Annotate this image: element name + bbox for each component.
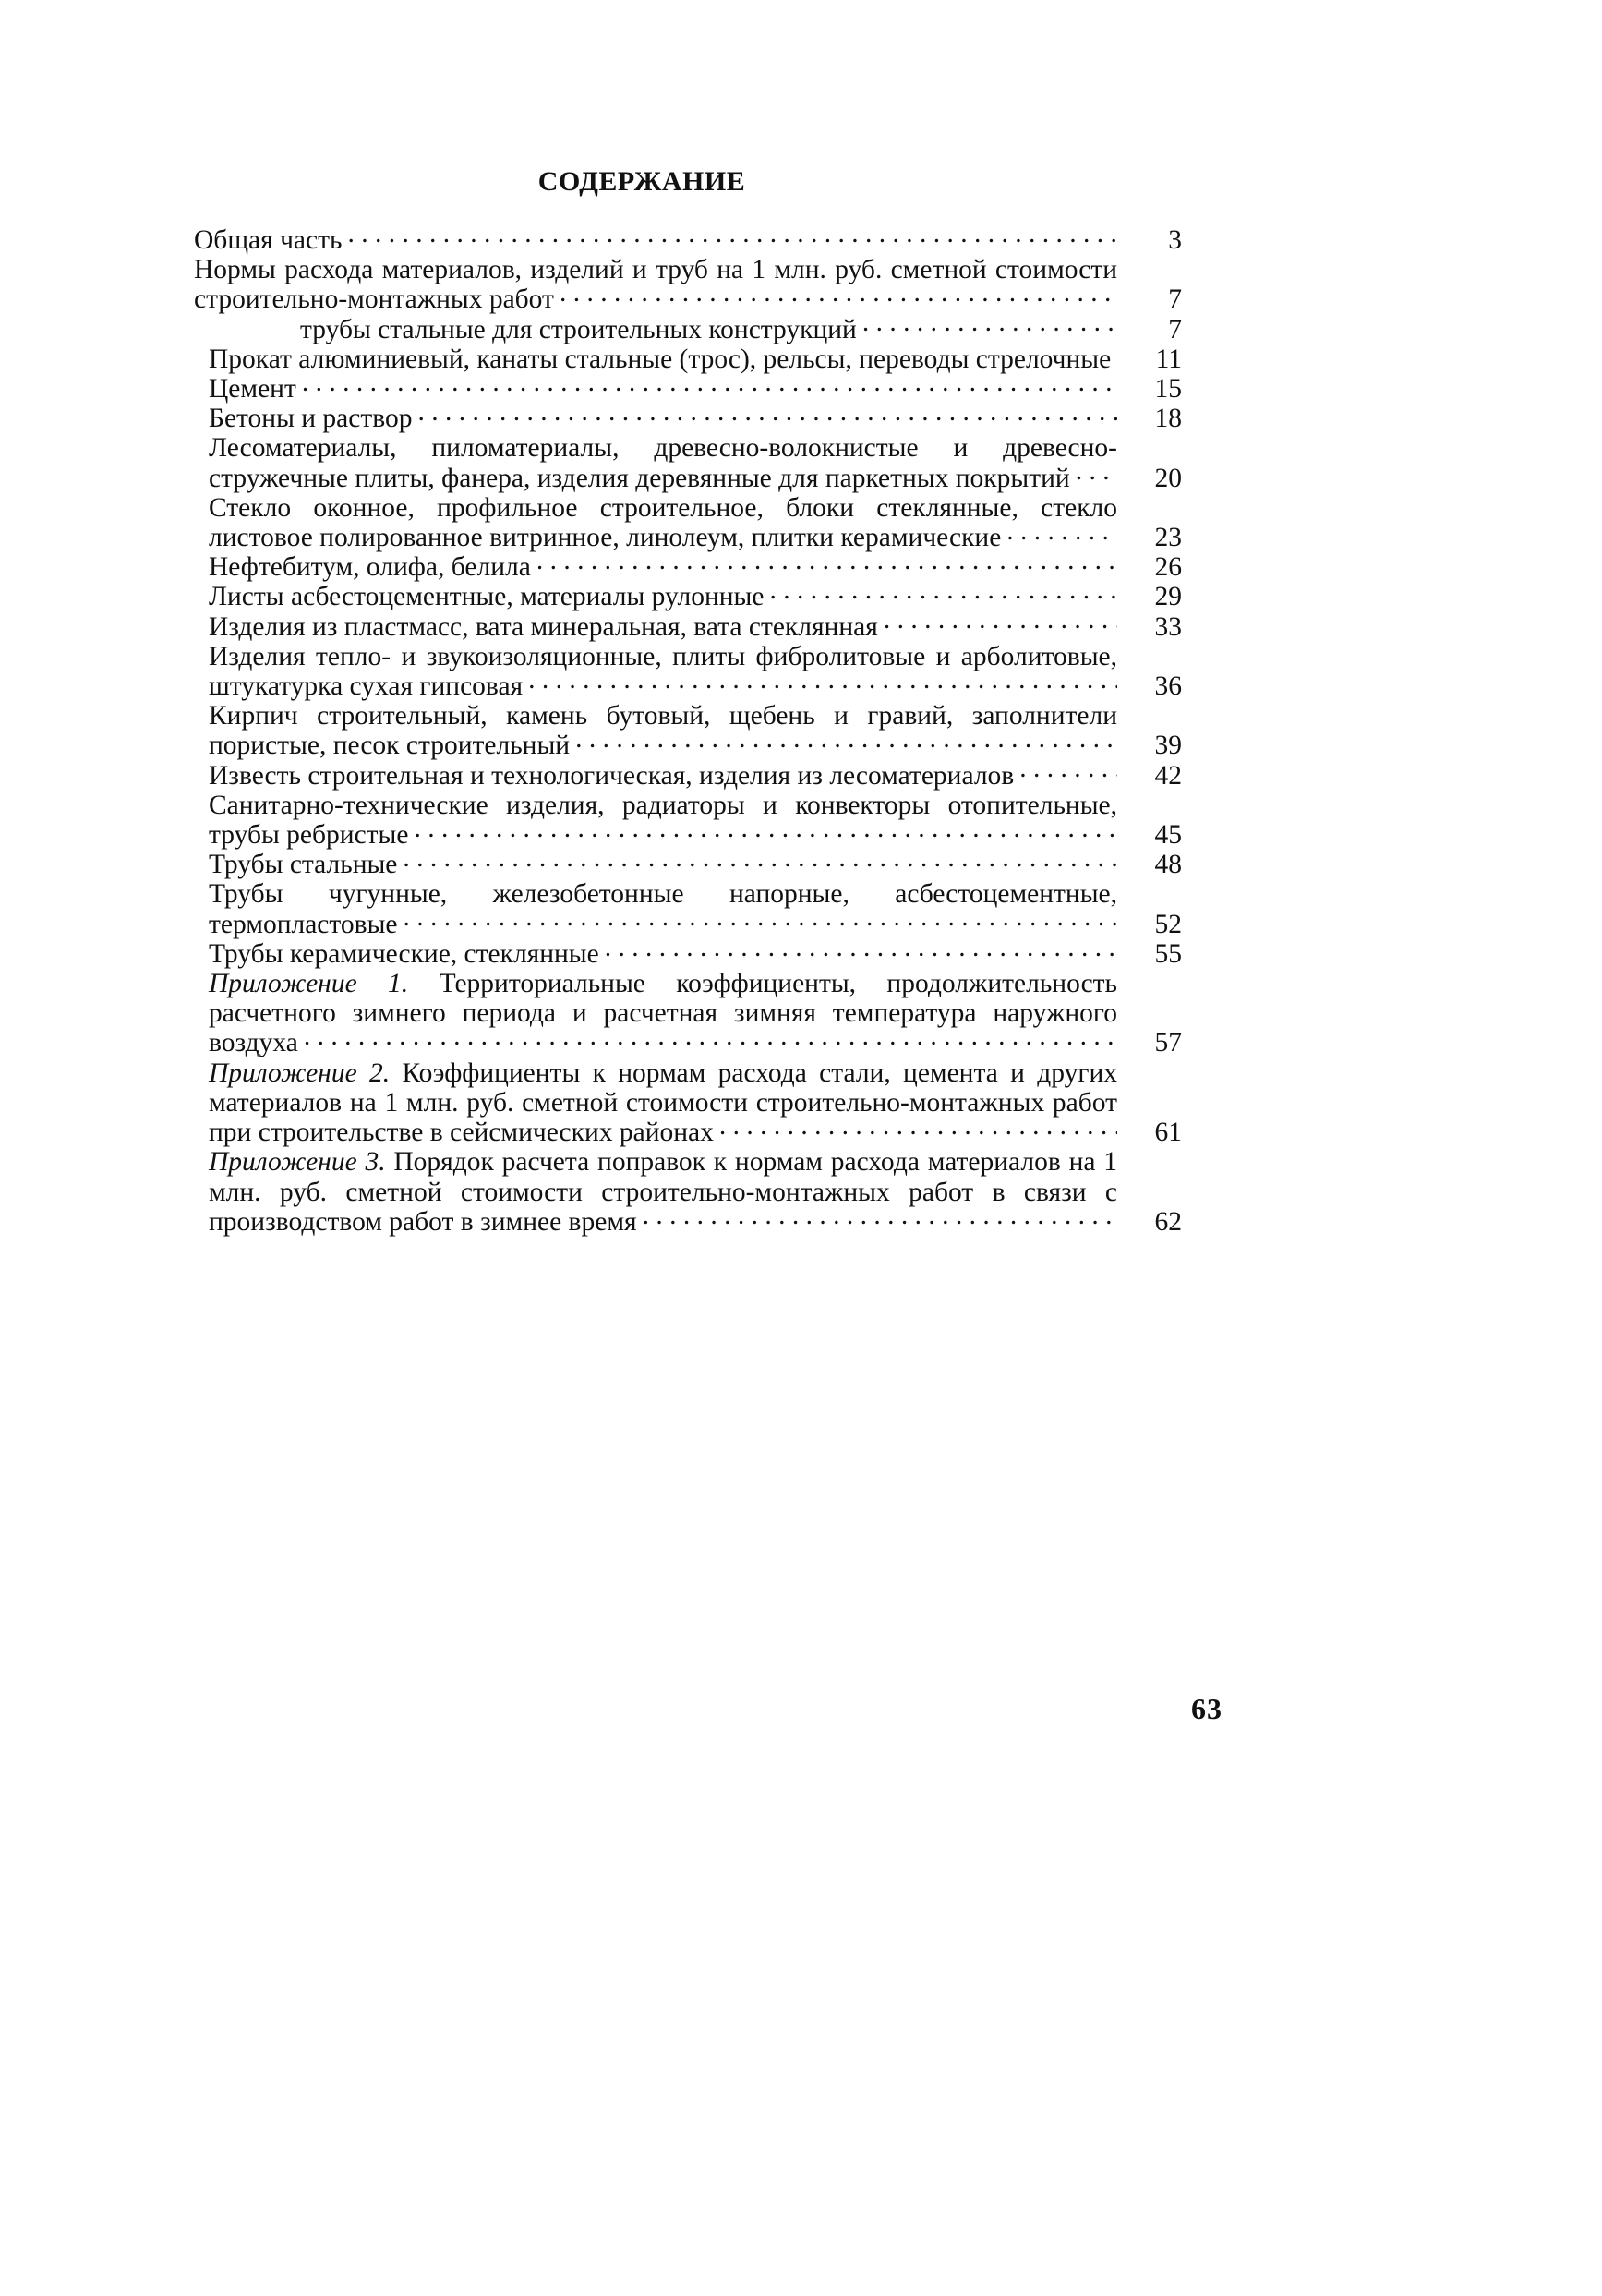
toc-entry-text — [194, 493, 1117, 552]
toc-entry-page: 52 — [1154, 909, 1182, 939]
toc-entry-text — [194, 761, 1117, 791]
toc-entry-title: Порядок расчета поправок к нормам расхода материалов на 1 млн. руб. сметной стоимости строительно-монтажных работ в связи с производством работ в зимнее время — [209, 1147, 1117, 1237]
toc-entry-title: Нормы расхода материалов, изделий и труб на 1 млн. руб. сметной стоимости строительно-монтажных работ — [194, 255, 1117, 315]
toc-entry-title: Цемент — [209, 374, 296, 405]
toc-entry — [194, 701, 1200, 760]
toc-entry — [194, 493, 1200, 552]
toc-entry-title: Известь строительная и технологическая, изделия из лесоматериалов — [209, 760, 1015, 791]
toc-entry-text — [194, 582, 1117, 611]
page-title: СОДЕРЖАНИЕ — [537, 166, 746, 197]
toc-entry-title: Трубы чугунные, железобетонные напорные, асбестоцементные, термопластовые — [209, 879, 1117, 939]
toc-entry-page: 62 — [1154, 1206, 1182, 1237]
toc-entry-title: Изделия тепло- и звукоизоляционные, плиты фибролитовые и арболитовые, штукатурка сухая гипсовая — [209, 641, 1117, 702]
toc-entry-page: 7 — [1168, 314, 1182, 344]
toc-entry-page: 57 — [1154, 1028, 1182, 1058]
toc-entry-page: 23 — [1154, 523, 1182, 553]
toc-entry — [194, 1058, 1200, 1148]
toc-entry-text — [194, 433, 1117, 492]
toc-entry-text — [194, 612, 1117, 642]
toc-entry — [194, 850, 1200, 879]
toc-entry-title: Трубы керамические, стеклянные — [209, 938, 599, 969]
toc-entry — [194, 642, 1200, 701]
toc-entry — [194, 315, 1200, 344]
toc-entry-title: Общая часть — [194, 225, 343, 255]
toc-entry-title: Санитарно-технические изделия, радиаторы и конвекторы отопительные, трубы ребристые — [209, 790, 1117, 851]
toc-entry-page: 45 — [1154, 820, 1182, 851]
toc-entry — [194, 374, 1200, 404]
toc-entry-title: Бетоны и раствор — [209, 404, 413, 434]
toc-entry-text — [194, 374, 1117, 404]
toc-entry — [194, 939, 1200, 969]
toc-entry-title: трубы стальные для строительных конструкций — [300, 314, 857, 344]
toc-entry-title: Территориальные коэффициенты, продолжительность расчетного зимнего периода и расчетная зимняя температура наружного воздуха — [209, 969, 1117, 1058]
toc-entry-text — [194, 850, 1117, 879]
toc-entry — [194, 582, 1200, 611]
toc-entry — [194, 255, 1200, 314]
toc-entry-title: Кирпич строительный, камень бутовый, щебень и гравий, заполнители пористые, песок строительный — [209, 701, 1117, 761]
toc-entry-title: Листы асбестоцементные, материалы рулонные — [209, 582, 765, 612]
toc-entry-page: 29 — [1154, 582, 1182, 612]
toc-entry-text — [194, 879, 1117, 938]
toc-entry-text — [194, 969, 1117, 1058]
toc-entry — [194, 879, 1200, 938]
toc-entry-page: 55 — [1154, 938, 1182, 969]
toc-entry-text — [194, 939, 1117, 969]
toc-entry-title: Трубы стальные — [209, 850, 398, 880]
toc-entry-title: Лесоматериалы, пиломатериалы, древесно-волокнистые и древесно-стружечные плиты, фанера, изделия деревянные для паркетных покрытий — [209, 433, 1117, 493]
toc-entry-title: Стекло оконное, профильное строительное, блоки стеклянные, стекло листовое полированное витринное, линолеум, плитки керамические — [209, 492, 1117, 553]
toc-entry-title: Прокат алюминиевый, канаты стальные (трос), рельсы, переводы стрелочные — [209, 344, 1112, 374]
toc-entry-page: 20 — [1154, 463, 1182, 493]
toc-entry — [194, 1147, 1200, 1237]
toc-entry-page: 18 — [1154, 404, 1182, 434]
toc-entry-text — [194, 1058, 1117, 1148]
toc-entry-page: 42 — [1154, 760, 1182, 791]
toc-entry-text — [194, 552, 1117, 582]
toc-entry-page: 7 — [1168, 284, 1182, 315]
toc-entry — [194, 791, 1200, 850]
toc-entry — [194, 969, 1200, 1058]
toc-entry-page: 33 — [1154, 611, 1182, 642]
toc-entry — [194, 761, 1200, 791]
toc-entry-text — [194, 701, 1117, 760]
toc-entry-appendix-label: Приложение 2. — [209, 1057, 391, 1088]
toc-entry-page: 26 — [1154, 552, 1182, 583]
toc-entry-text — [194, 315, 1117, 344]
toc-entry-appendix-label: Приложение 3. — [209, 1147, 386, 1178]
toc-entry — [194, 404, 1200, 433]
table-of-contents — [194, 225, 1200, 1237]
toc-entry — [194, 612, 1200, 642]
toc-entry-page: 36 — [1154, 671, 1182, 702]
toc-entry-page: 61 — [1154, 1118, 1182, 1148]
toc-entry-text — [194, 642, 1117, 701]
toc-entry-page: 15 — [1154, 374, 1182, 405]
toc-entry-text — [194, 791, 1117, 850]
toc-entry — [194, 225, 1200, 255]
page-number: 63 — [1191, 1692, 1223, 1725]
toc-entry-text — [194, 225, 1117, 255]
toc-entry-page: 11 — [1155, 344, 1182, 374]
toc-entry-text — [194, 255, 1117, 314]
toc-entry — [194, 433, 1200, 492]
toc-entry-text — [194, 344, 1117, 374]
toc-entry-page: 48 — [1154, 850, 1182, 880]
toc-entry — [194, 344, 1200, 374]
toc-entry-title: Изделия из пластмасс, вата минеральная, вата стеклянная — [209, 611, 878, 642]
toc-entry-appendix-label: Приложение 1. — [209, 969, 409, 999]
toc-entry-title: Коэффициенты к нормам расхода стали, цемента и других материалов на 1 млн. руб. сметной стоимости строительно-монтажных работ при строительстве в сейсмических районах — [209, 1057, 1117, 1148]
toc-entry — [194, 552, 1200, 582]
toc-entry-text — [194, 1147, 1117, 1237]
toc-entry-title: Нефтебитум, олифа, белила — [209, 552, 531, 583]
toc-entry-text — [194, 404, 1117, 433]
toc-entry-page: 3 — [1168, 225, 1182, 255]
toc-entry-page: 39 — [1154, 731, 1182, 761]
